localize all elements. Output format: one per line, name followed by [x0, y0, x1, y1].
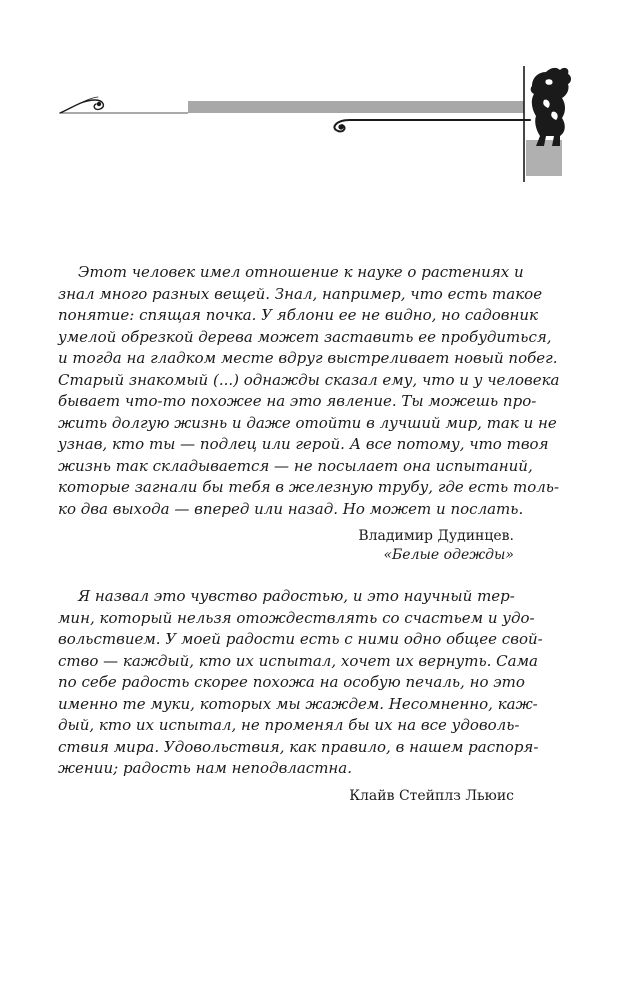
- curl-flourish-icon: [334, 120, 530, 131]
- quote-line: именно те муки, которых мы жаждем. Несомненно, каж-: [58, 694, 538, 713]
- chapter-header-ornament: [0, 0, 619, 200]
- epigraph-author: Клайв Стейплз Льюис: [349, 787, 514, 804]
- quote-line: и тогда на гладком месте вдруг выстреливает новый побег.: [58, 349, 558, 367]
- quote-line: дый, кто их испытал, не променял бы их на все удоволь-: [58, 716, 520, 734]
- quote-line: мин, который нельзя отождествлять со счастьем и удо-: [58, 608, 535, 627]
- epigraph-lewis: [58, 586, 543, 806]
- epigraph-dudintsev: [58, 262, 560, 564]
- quote-line: бывает что-то похожее на это явление. Ты можешь про-: [58, 392, 537, 410]
- quote-line: жизнь так складывается — не посылает она испытаний,: [58, 456, 533, 475]
- quote-line: жении; радость нам неподвластна.: [58, 759, 353, 777]
- quote-line: Старый знакомый (...) однажды сказал ему, что и у человека: [58, 370, 560, 389]
- header-gray-bar: [188, 101, 524, 113]
- epigraph-author: Владимир Дудинцев.: [358, 528, 514, 544]
- quote-line: по себе радость скорее похожа на особую печаль, но это: [58, 673, 525, 691]
- quote-line: жить долгую жизнь и даже отойти в лучший мир, так и не: [58, 413, 557, 432]
- quote-line: вольствием. У моей радости есть с ними одно общее свой-: [58, 630, 543, 648]
- scroll-flourish-icon: [60, 97, 103, 113]
- quote-line: знал много разных вещей. Знал, например, что есть такое: [58, 284, 543, 303]
- quote-line: Этот человек имел отношение к науке о растениях и: [78, 263, 524, 281]
- quote-line: ко два выхода — вперед или назад. Но может и послать.: [58, 499, 524, 518]
- quote-line: узнав, кто ты — подлец или герой. А все потому, что твоя: [58, 435, 549, 453]
- quote-line: понятие: спящая почка. У яблони ее не видно, но садовник: [58, 306, 538, 324]
- epigraph-source: «Белые одежды»: [383, 547, 514, 563]
- quote-line: ствия мира. Удовольствия, как правило, в нашем распоря-: [58, 737, 539, 756]
- gargoyle-icon: [531, 68, 571, 146]
- quote-line: которые загнали бы тебя в железную трубу, где есть толь-: [58, 478, 560, 496]
- quote-line: умелой обрезкой дерева может заставить ее пробудиться,: [58, 327, 552, 346]
- quote-line: Я назвал это чувство радостью, и это научный тер-: [78, 587, 515, 605]
- quote-line: ство — каждый, кто их испытал, хочет их вернуть. Сама: [58, 651, 538, 670]
